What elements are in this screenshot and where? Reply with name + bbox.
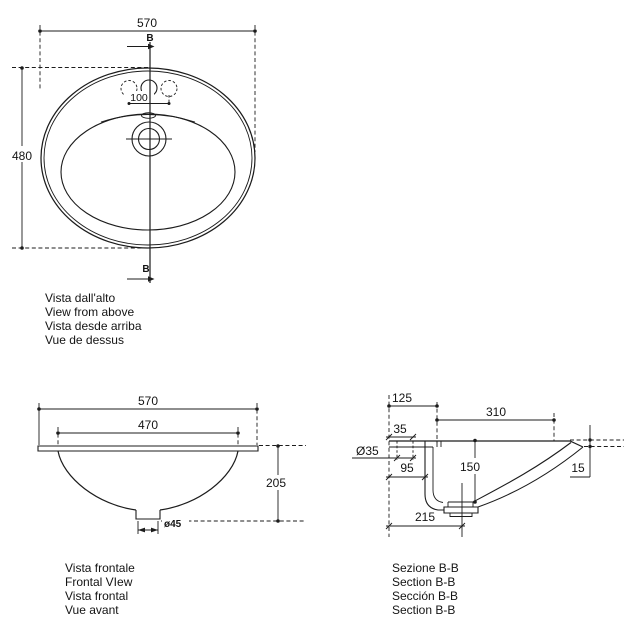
faucet-hole-right-optional [161, 81, 177, 97]
caption-top-fr: Vue de dessus [45, 333, 124, 347]
dim-label-dia35: Ø35 [356, 444, 379, 458]
caption-top-en: View from above [45, 305, 135, 319]
top-view [8, 16, 257, 347]
section-view-captions [392, 561, 459, 617]
caption-front-it: Vista frontale [65, 561, 135, 575]
overflow-channel-outer [425, 441, 444, 510]
caption-section-es: Sección B-B [392, 589, 459, 603]
dim-dia35 [352, 441, 416, 461]
dim-label-310: 310 [485, 405, 507, 419]
basin-front-outline [38, 446, 258, 519]
front-view [37, 394, 306, 617]
dim-drain-diameter [138, 518, 306, 534]
dim-label-95: 95 [400, 461, 414, 475]
overflow-slot-edges [437, 441, 441, 447]
section-line-BB [127, 33, 155, 283]
dim-35 [386, 422, 416, 440]
bowl-outer-surface [478, 447, 583, 507]
section-marker-bottom: B [142, 264, 150, 275]
bowl-left-curve [58, 451, 136, 510]
dim-label-570-front: 570 [137, 394, 159, 408]
dim-150 [456, 439, 484, 504]
dim-310 [435, 405, 556, 441]
front-view-captions [65, 561, 135, 617]
dim-label-205: 205 [265, 476, 287, 490]
drain-neck [448, 502, 473, 507]
top-view-captions [45, 291, 142, 347]
caption-section-en: Section B-B [392, 575, 456, 589]
overflow-channel-inner [433, 447, 443, 503]
drain-top [126, 122, 172, 156]
dim-205 [259, 444, 306, 523]
caption-top-it: Vista dall'alto [45, 291, 116, 305]
caption-front-fr: Vue avant [65, 603, 119, 617]
bowl-ellipse [61, 114, 235, 230]
caption-front-en: Frontal VIew [65, 575, 133, 589]
dim-label-drain: ø45 [164, 519, 182, 530]
rim-slab [38, 446, 258, 451]
dim-label-150: 150 [459, 460, 481, 474]
dim-label-35: 35 [393, 422, 407, 436]
dim-label-570-top: 570 [136, 16, 158, 30]
drain-stub-front [136, 510, 160, 519]
dim-100 [125, 91, 171, 105]
section-arrow-top [148, 44, 155, 49]
caption-section-it: Sezione B-B [392, 561, 459, 575]
dim-label-15: 15 [571, 461, 585, 475]
dim-label-100: 100 [130, 92, 148, 104]
dim-470 [56, 418, 240, 445]
dim-label-215: 215 [414, 510, 436, 524]
dim-label-470: 470 [137, 418, 159, 432]
dim-95 [386, 461, 428, 480]
bowl-right-curve [160, 451, 238, 510]
section-marker-top: B [146, 33, 154, 44]
drain-flange [444, 507, 478, 513]
caption-section-fr: Section B-B [392, 603, 456, 617]
section-view [352, 391, 624, 617]
bowl-inner-surface [473, 443, 571, 503]
caption-top-es: Vista desde arriba [45, 319, 142, 333]
dim-label-125: 125 [391, 391, 413, 405]
section-arrow-bottom [148, 276, 155, 281]
dim-label-480: 480 [11, 149, 33, 163]
caption-front-es: Vista frontal [65, 589, 129, 603]
deck-top-line [389, 441, 583, 447]
